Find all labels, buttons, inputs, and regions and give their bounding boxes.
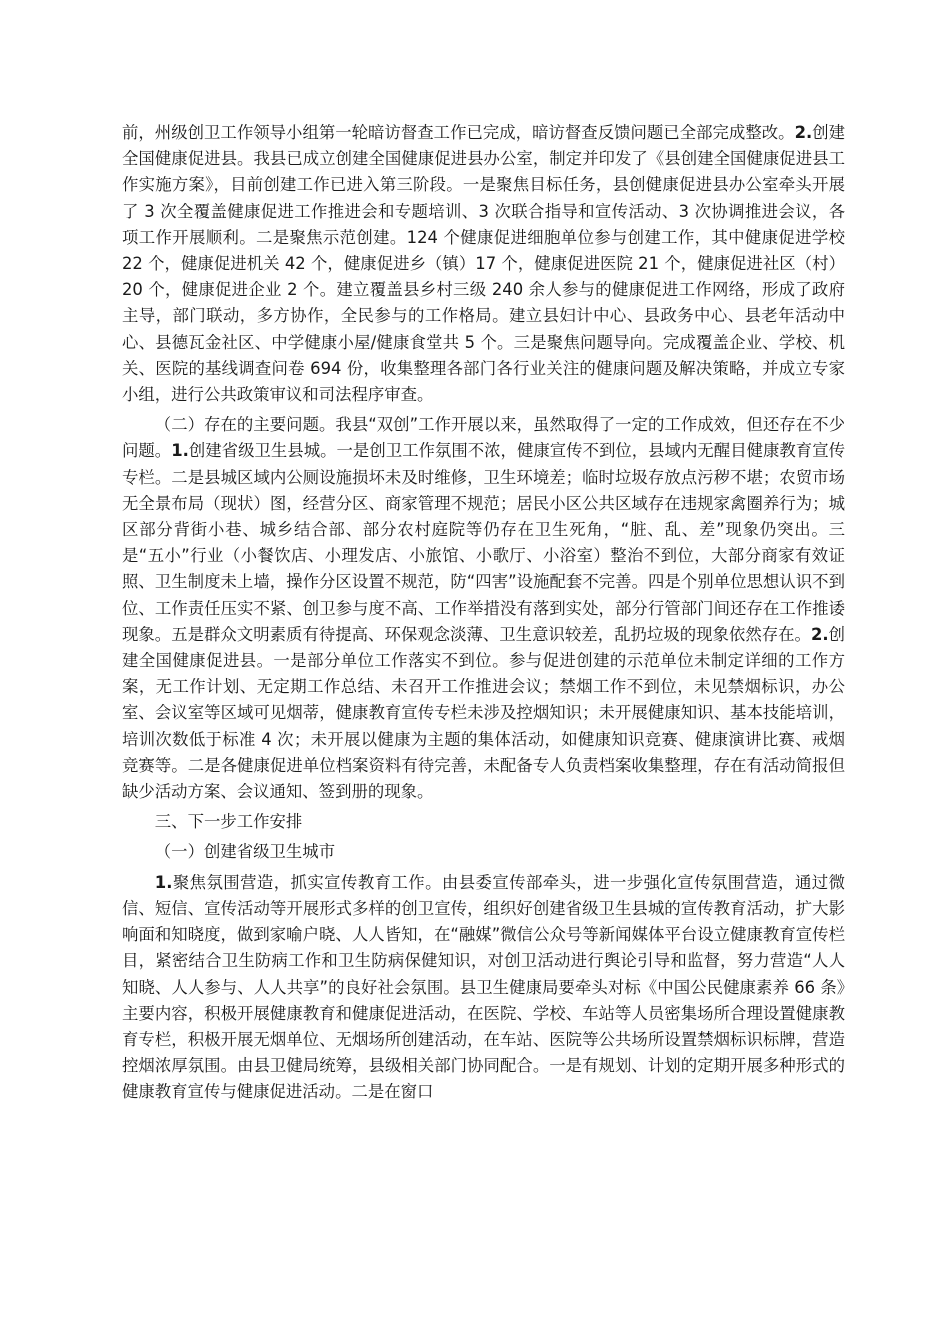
p3-text-a: 聚焦氛围营造，抓实宣传教育工作。由县委宣传部牵头，进一步强化宣传氛围营造，通过微信、短信、宣传活动等开展形式多样的创卫宣传，组织好创建省级卫生县城的宣传教育活动，扩大影响面和知晓度，做到家喻户晓、人人皆知，在“融媒”微信公众号等新闻媒体平台设立健康教育宣传栏目，紧密结合卫生防病工作和卫生防病保健知识，对创卫活动进行舆论引导和监督，努力营造“人人知晓、人人参与、人人共享”的良好社会氛围。县卫生健康局要牵头对标《中国公民健康素养 66 条》主要内容，积极开展健康教育和健康促进活动，在医院、学校、车站等人员密集场所合理设置健康教育专栏，积极开展无烟单位、无烟场所创建活动，在车站、医院等公共场所设置禁烟标识标牌，营造控烟浓厚氛围。由县卫健局统筹，县级相关部门协同配合。一是有规划、计划的定期开展多种形式的健康教育宣传与健康促进活动。二是在窗口	[122, 872, 845, 1102]
paragraph-1	[122, 120, 845, 408]
paragraph-2	[122, 412, 845, 805]
p2-text-b: 创建省级卫生县城。一是创卫工作氛围不浓，健康宣传不到位，县域内无醒目健康教育宣传专栏。二是县城区域内公厕设施损坏未及时维修，卫生环境差；临时垃圾存放点污秽不堪；农贸市场无全景布局（现状）图，经营分区、商家管理不规范；居民小区公共区域存在违规家禽圈养行为；城区部分背街小巷、城乡结合部、部分农村庭院等仍存在卫生死角，“脏、乱、差”现象仍突出。三是“五小”行业（小餐饮店、小理发店、小旅馆、小歌厅、小浴室）整治不到位，大部分商家有效证照、卫生制度未上墙，操作分区设置不规范，防“四害”设施配套不完善。四是个别单位思想认识不到位、工作责任压实不紧、创卫参与度不高、工作举措没有落到实处，部分行管部门间还存在工作推诿现象。五是群众文明素质有待提高、环保观念淡薄、卫生意识较差，乱扔垃圾的现象依然存在。	[122, 441, 846, 644]
p3-item-number-1: 1.	[154, 872, 173, 892]
p2-item-number-1: 1.	[171, 441, 189, 461]
section-heading: 三、下一步工作安排	[154, 812, 303, 832]
p2-item-number-2: 2.	[810, 624, 829, 644]
p1-text-a: 前，州级创卫工作领导小组第一轮暗访督查工作已完成，暗访督查反馈问题已全部完成整改。	[122, 123, 795, 142]
p2-text-c: 创建全国健康促进县。一是部分单位工作落实不到位。参与促进创建的示范单位未制定详细的工作方案，无工作计划、无定期工作总结、未召开工作推进会议；禁烟工作不到位，未见禁烟标识，办公室、会议室等区域可见烟蒂，健康教育宣传专栏未涉及控烟知识；未开展健康知识、基本技能培训，培训次数低于标准 4 次；未开展以健康为主题的集体活动，如健康知识竞赛、健康演讲比赛、戒烟竞赛等。二是各健康促进单位档案资料有待完善，未配备专人负责档案收集整理，存在有活动简报但缺少活动方案、会议通知、签到册的现象。	[122, 624, 845, 802]
subsection-heading: （一）创建省级卫生城市	[154, 842, 336, 862]
p2-text-a: （二）存在的主要问题。我县“双创”工作开展以来，虽然取得了一定的工作成效，但还存在不少问题。	[122, 415, 845, 461]
p1-text-b: 创建全国健康促进县。我县已成立创建全国健康促进县办公室，制定并印发了《县创建全国健康促进县工作实施方案》，目前创建工作已进入第三阶段。一是聚焦目标任务，县创健康促进县办公室牵头开展了 3 次全覆盖健康促进工作推进会和专题培训、3 次联合指导和宣传活动、3 次协调推进会议，各项工作开展顺利。二是聚焦示范创建。124 个健康促进细胞单位参与创建工作，其中健康促进学校 22 个，健康促进机关 42 个，健康促进乡（镇）17 个，健康促进医院 21 个，健康促进社区（村）20 个，健康促进企业 2 个。建立覆盖县乡村三级 240 余人参与的健康促进工作网络，形成了政府主导，部门联动，多方协作，全民参与的工作格局。建立县妇计中心、县政务中心、县老年活动中心、县德瓦金社区、中学健康小屋/健康食堂共 5 个。三是聚焦问题导向。完成覆盖企业、学校、机关、医院的基线调查问卷 694 份，收集整理各部门各行业关注的健康问题及解决策略，并成立专家小组，进行公共政策审议和司法程序审查。	[122, 123, 846, 405]
p1-item-number-2: 2.	[794, 123, 813, 142]
paragraph-3	[122, 870, 845, 1106]
